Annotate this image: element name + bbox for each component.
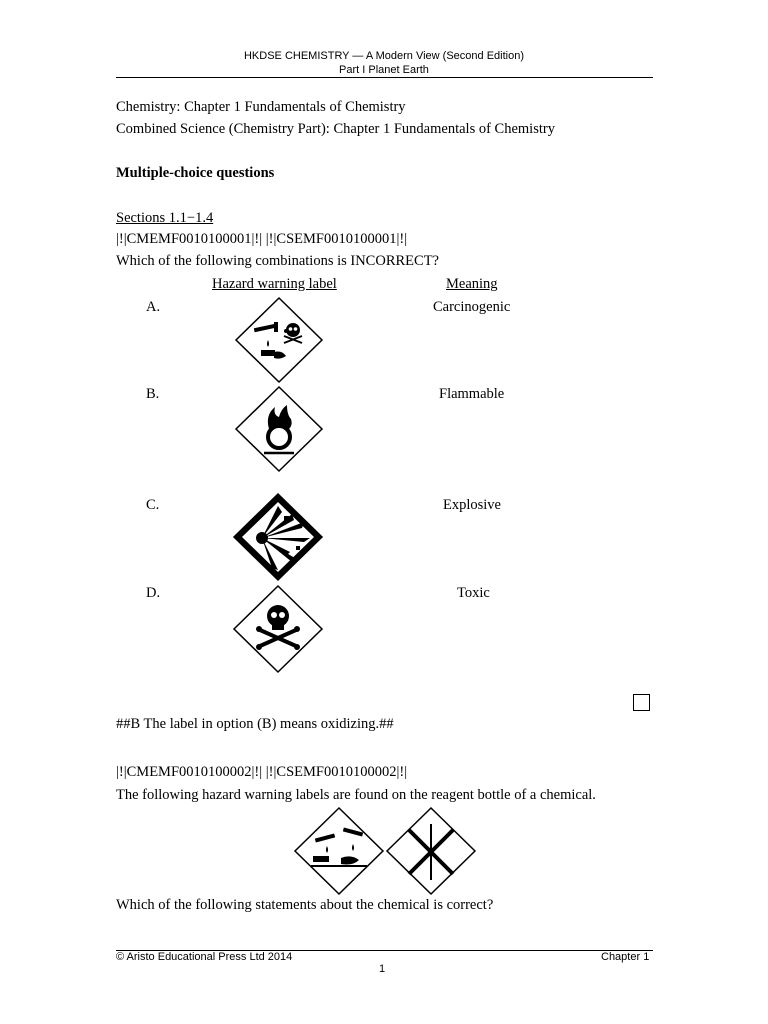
corrosive-icon bbox=[234, 296, 324, 384]
option-c-letter: C. bbox=[146, 497, 160, 513]
column-header-label: Hazard warning label bbox=[212, 276, 337, 292]
answer-box[interactable] bbox=[633, 694, 650, 711]
option-a-meaning: Carcinogenic bbox=[433, 299, 511, 315]
corrosive-icon bbox=[293, 806, 385, 896]
explosive-icon bbox=[232, 492, 324, 582]
footer-chapter: Chapter 1 bbox=[601, 951, 650, 963]
chapter-combined: Combined Science (Chemistry Part): Chapter 1 Fundamentals of Chemistry bbox=[116, 121, 555, 137]
answer-1: ##B The label in option (B) means oxidizing.## bbox=[116, 716, 394, 732]
column-header-meaning: Meaning bbox=[446, 276, 498, 292]
sections-label: Sections 1.1−1.4 bbox=[116, 210, 214, 226]
footer-copyright: © Aristo Educational Press Ltd 2014 bbox=[116, 951, 293, 963]
option-b-meaning: Flammable bbox=[439, 386, 505, 402]
oxidizing-icon bbox=[234, 385, 324, 473]
option-d-letter: D. bbox=[146, 585, 161, 601]
option-a-letter: A. bbox=[146, 299, 161, 315]
chapter-chemistry: Chemistry: Chapter 1 Fundamentals of Chemistry bbox=[116, 99, 406, 115]
header-title: HKDSE CHEMISTRY — A Modern View (Second Edition) bbox=[243, 50, 524, 62]
question-2-intro: The following hazard warning labels are found on the reagent bottle of a chemical. bbox=[116, 787, 596, 803]
question-1-text: Which of the following combinations is INCORRECT? bbox=[116, 253, 439, 269]
question-code-1: |!|CMEMF0010100001|!| |!|CSEMF0010100001|!| bbox=[116, 231, 408, 247]
page-number: 1 bbox=[379, 963, 386, 975]
header-part: Part I Planet Earth bbox=[339, 64, 429, 76]
header-rule bbox=[116, 77, 653, 78]
section-title: Multiple-choice questions bbox=[116, 165, 275, 181]
question-code-2: |!|CMEMF0010100002|!| |!|CSEMF0010100002|!| bbox=[116, 764, 408, 780]
option-b-letter: B. bbox=[146, 386, 160, 402]
option-d-meaning: Toxic bbox=[457, 585, 490, 601]
toxic-icon bbox=[232, 584, 324, 674]
question-2-text: Which of the following statements about the chemical is correct? bbox=[116, 897, 494, 913]
harmful-icon bbox=[385, 806, 477, 896]
option-c-meaning: Explosive bbox=[443, 497, 501, 513]
